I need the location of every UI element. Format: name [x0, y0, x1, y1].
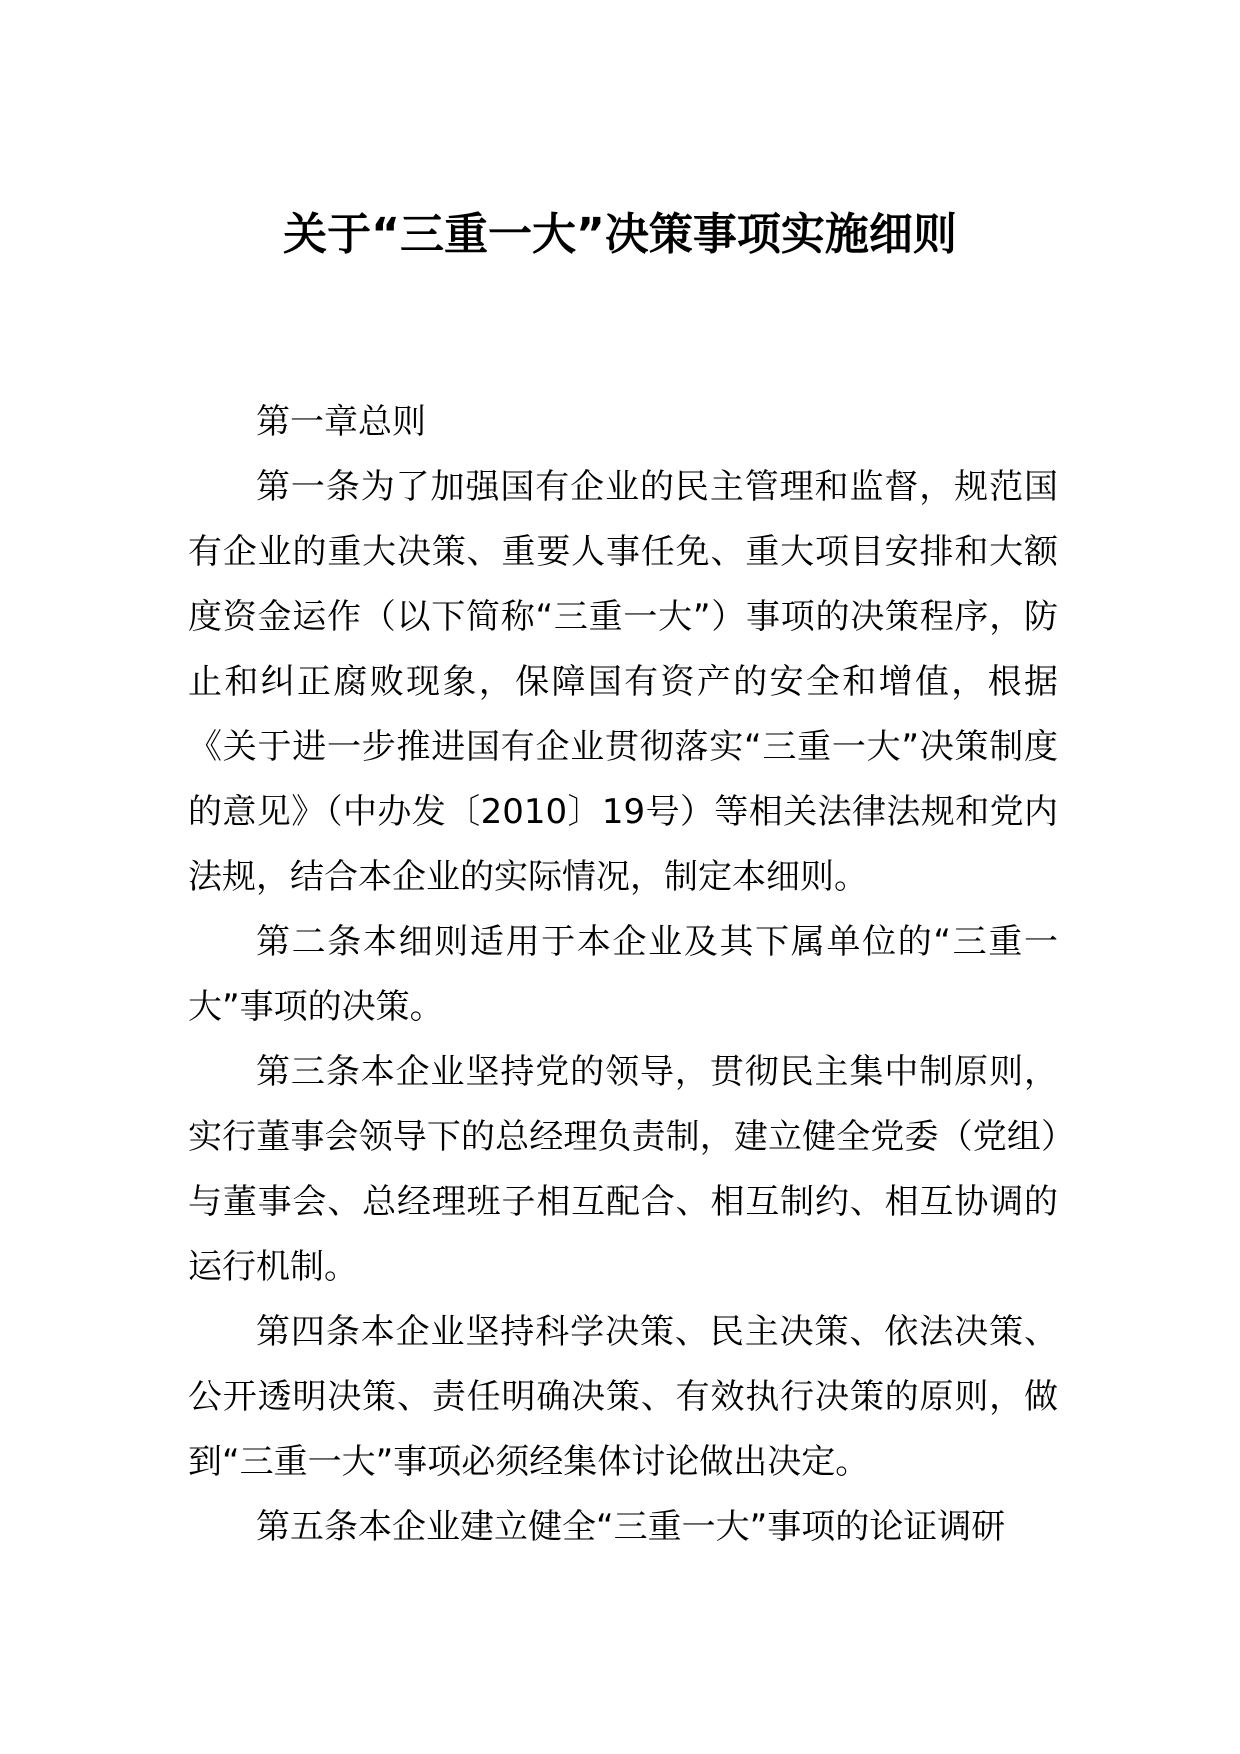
- article-paragraph: 第一条为了加强国有企业的民主管理和监督，规范国有企业的重大决策、重要人事任免、重大项目安排和大额度资金运作（以下简称“三重一大”）事项的决策程序，防止和纠正腐败现象，保障国有资产的安全和增值，根据《关于进一步推进国有企业贯彻落实“三重一大”决策制度的意见》（中办发〔2010〕19号）等相关法律法规和党内法规，结合本企业的实际情况，制定本细则。: [188, 467, 1058, 897]
- document-title: 关于“三重一大”决策事项实施细则: [283, 209, 957, 260]
- document-body: [188, 390, 1058, 1560]
- chapter-heading: 第一章总则: [256, 402, 426, 442]
- article-paragraph: 第五条本企业建立健全“三重一大”事项的论证调研: [256, 1507, 1006, 1547]
- article-paragraph: 第二条本细则适用于本企业及其下属单位的“三重一大”事项的决策。: [188, 922, 1058, 1027]
- article-paragraph: 第三条本企业坚持党的领导，贯彻民主集中制原则，实行董事会领导下的总经理负责制，建立健全党委（党组）与董事会、总经理班子相互配合、相互制约、相互协调的运行机制。: [188, 1052, 1058, 1287]
- article-paragraph: 第四条本企业坚持科学决策、民主决策、依法决策、公开透明决策、责任明确决策、有效执行决策的原则，做到“三重一大”事项必须经集体讨论做出决定。: [188, 1312, 1058, 1482]
